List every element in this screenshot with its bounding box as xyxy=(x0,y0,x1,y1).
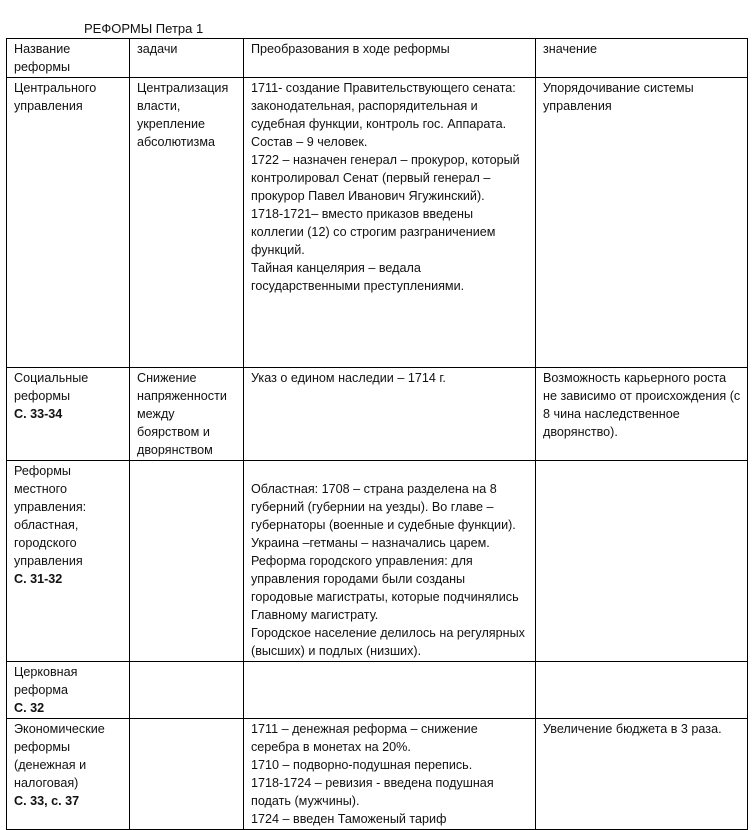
reform-change: Городское население делилось на регулярных (высших) и подлых (низших). xyxy=(251,626,525,658)
header-tasks: задачи xyxy=(130,39,244,78)
reforms-table xyxy=(6,38,748,830)
table-row xyxy=(7,461,748,662)
reform-tasks: Снижение напряженности между боярством и дворянством xyxy=(137,371,227,457)
reform-change: Областная: 1708 – страна разделена на 8 губерний (губернии на уезды). Во главе – губернаторы (военные и судебные функции). xyxy=(251,482,516,532)
reform-change: 1724 – введен Таможеный тариф xyxy=(251,812,447,826)
document-title: РЕФОРМЫ Петра 1 xyxy=(84,21,204,36)
reform-name: Реформы местного управления: областная, городского управления xyxy=(14,464,87,568)
reform-name: Экономические реформы (денежная и налоговая) xyxy=(14,722,105,790)
reform-meaning: Возможность карьерного роста не зависимо от происхождения (с 8 чина наследственное дворянство). xyxy=(543,371,741,439)
table-row xyxy=(7,662,748,719)
reform-change: Тайная канцелярия – ведала государственными преступлениями. xyxy=(251,261,465,293)
reform-name: Церковная реформа xyxy=(14,665,78,697)
reform-name: Социальные реформы xyxy=(14,371,89,403)
header-name: Название реформы xyxy=(7,39,130,78)
table-row xyxy=(7,78,748,368)
reform-tasks: Централизация власти, укрепление абсолютизма xyxy=(137,81,229,149)
reform-change: 1718-1721– вместо приказов введены коллегии (12) со строгим разграничением функций. xyxy=(251,207,496,257)
reform-change: Указ о едином наследии – 1714 г. xyxy=(251,371,446,385)
reform-pages: С. 31-32 xyxy=(14,572,63,586)
reform-pages: С. 32 xyxy=(14,701,45,715)
reform-change: 1710 – подворно-подушная перепись. xyxy=(251,758,473,772)
reform-change: 1711- создание Правительствующего сената: законодательная, распорядительная и судебная функции, контроль гос. Аппарата. xyxy=(251,81,516,131)
reform-meaning: Упорядочивание системы управления xyxy=(543,81,694,113)
header-row xyxy=(7,39,748,78)
reform-change: 1718-1724 – ревизия - введена подушная подать (мужчины). xyxy=(251,776,494,808)
table-row xyxy=(7,368,748,461)
reform-pages: С. 33, с. 37 xyxy=(14,794,80,808)
reform-change: 1711 – денежная реформа – снижение серебра в монетах на 20%. xyxy=(251,722,478,754)
reform-change: 1722 – назначен генерал – прокурор, который контролировал Сенат (первый генерал – прокурор Павел Иванович Ягужинский). xyxy=(251,153,520,203)
reform-meaning: Увеличение бюджета в 3 раза. xyxy=(543,722,722,736)
header-meaning: значение xyxy=(536,39,748,78)
reform-change: Украина –гетманы – назначались царем. xyxy=(251,536,490,550)
header-changes: Преобразования в ходе реформы xyxy=(244,39,536,78)
reform-pages: С. 33-34 xyxy=(14,407,63,421)
table-row xyxy=(7,719,748,830)
reform-name: Центрального управления xyxy=(14,81,97,113)
reform-change: Состав – 9 человек. xyxy=(251,135,368,149)
reform-change: Реформа городского управления: для управления городами были созданы городовые магистраты, которые подчинялись Главному магистрату. xyxy=(251,554,519,622)
